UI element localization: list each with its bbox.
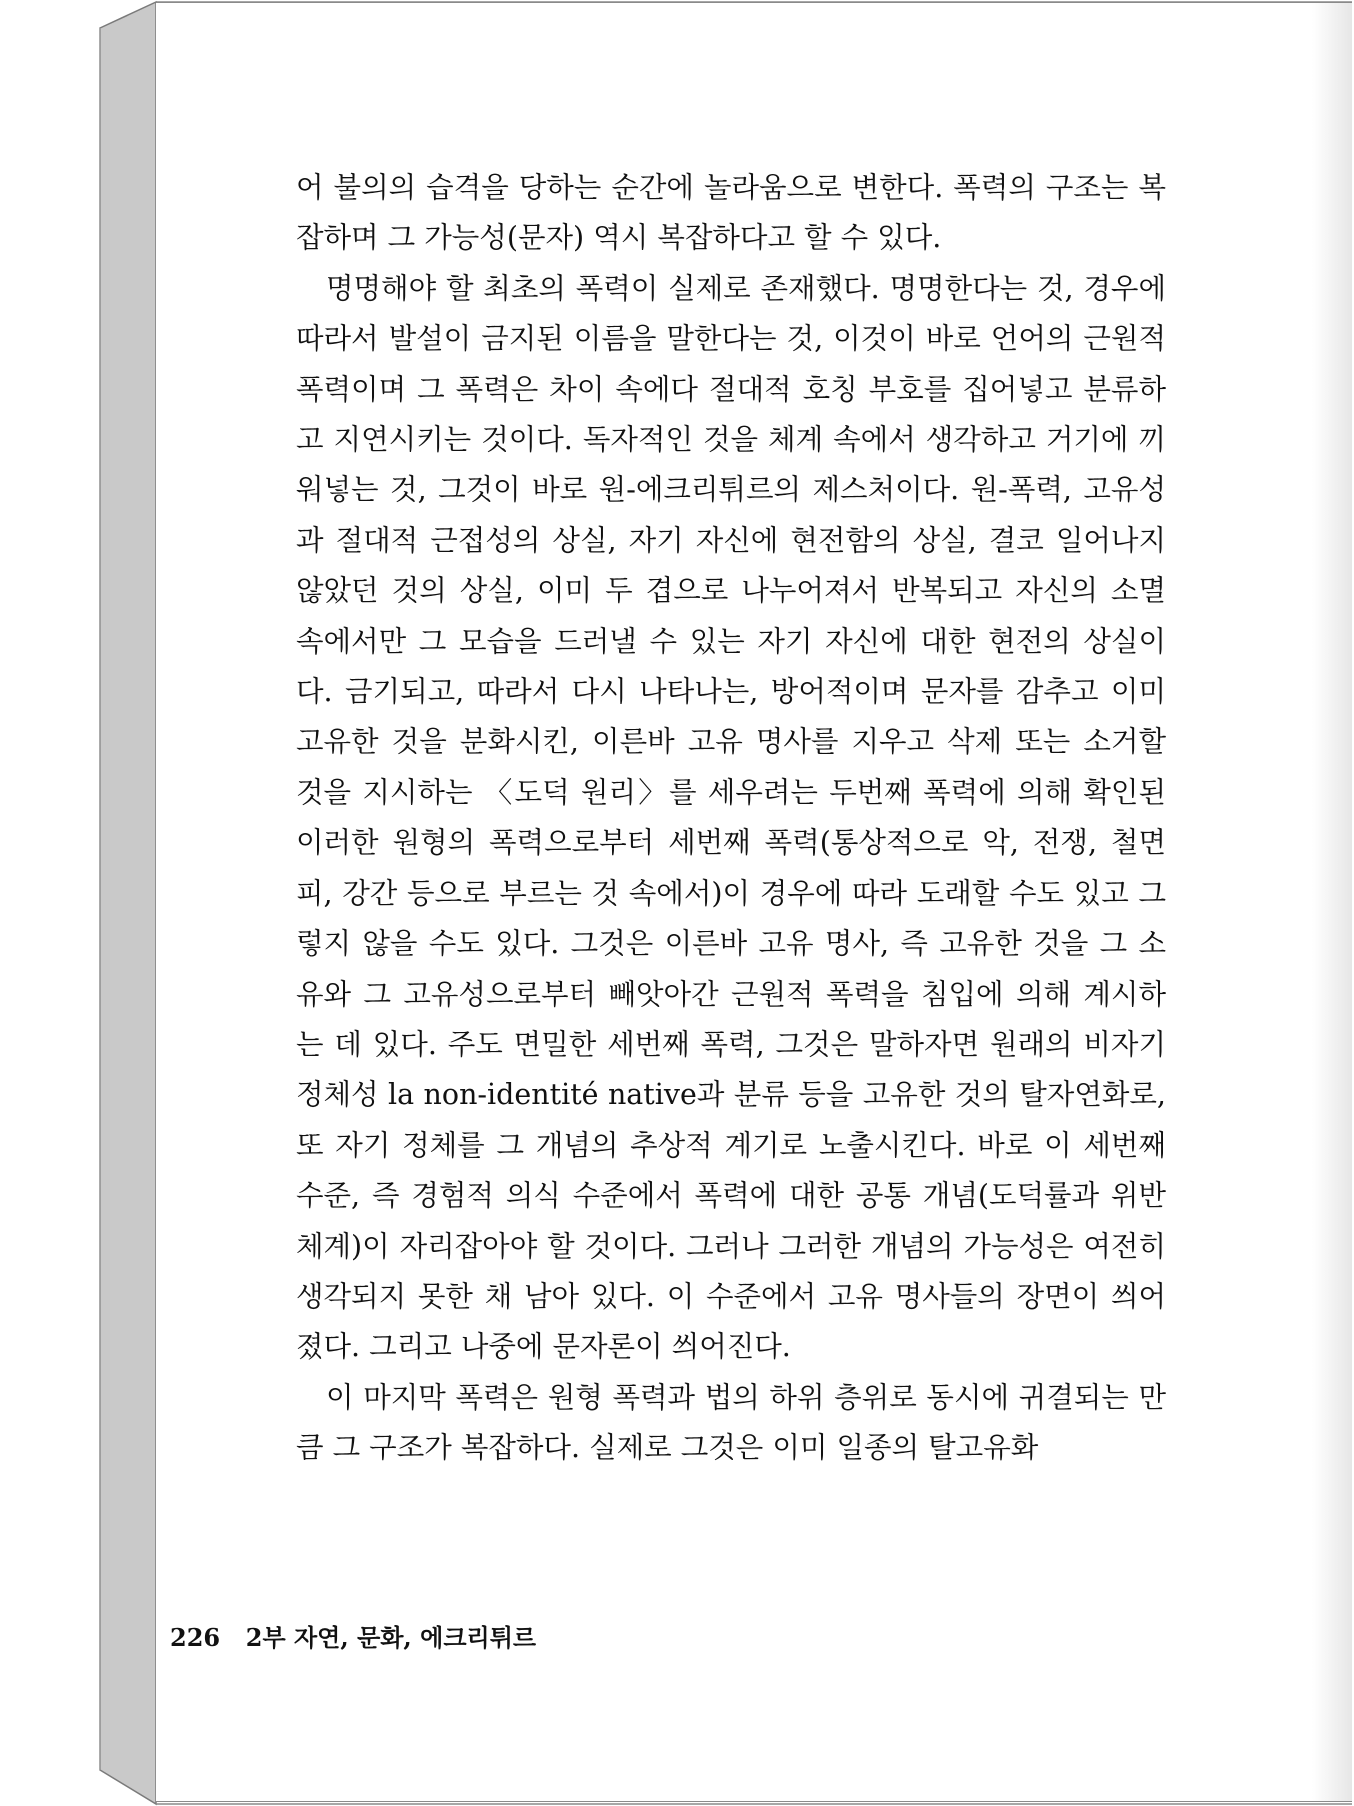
paragraph-1: 어 불의의 습격을 당하는 순간에 놀라움으로 변한다. 폭력의 구조는 복잡하며 그 가능성(문자) 역시 복잡하다고 할 수 있다.	[296, 171, 1166, 255]
page-number: 226	[170, 1623, 221, 1652]
body-text	[296, 163, 1166, 1474]
book-page	[156, 2, 1352, 1802]
paragraph-3: 이 마지막 폭력은 원형 폭력과 법의 하위 층위로 동시에 귀결되는 만큼 그 구조가 복잡하다. 실제로 그것은 이미 일종의 탈고유화	[296, 1380, 1166, 1465]
page-footer	[170, 1618, 536, 1653]
paragraph-2: 명명해야 할 최초의 폭력이 실제로 존재했다. 명명한다는 것, 경우에 따라서 발설이 금지된 이름을 말한다는 것, 이것이 바로 언어의 근원적 폭력이며 그 폭력은 차이 속에다 절대적 호칭 부호를 집어넣고 분류하고 지연시키는 것이다. 독자적인 것을 체계 속에서 생각하고 거기에 끼워넣는 것, 그것이 바로 원-에크리튀르의 제스처이다. 원-폭력, 고유성과 절대적 근접성의 상실, 자기 자신에 현전함의 상실, 결코 일어나지 않았던 것의 상실, 이미 두 겹으로 나누어져서 반복되고 자신의 소멸 속에서만 그 모습을 드러낼 수 있는 자기 자신에 대한 현전의 상실이다. 금기되고, 따라서 다시 나타나는, 방어적이며 문자를 감추고 이미 고유한 것을 분화시킨, 이른바 고유 명사를 지우고 삭제 또는 소거할 것을 지시하는 〈도덕 원리〉를 세우려는 두번째 폭력에 의해 확인된 이러한 원형의 폭력으로부터 세번째 폭력(통상적으로 악, 전쟁, 철면피, 강간 등으로 부르는 것 속에서)이 경우에 따라 도래할 수도 있고 그렇지 않을 수도 있다. 그것은 이른바 고유 명사, 즉 고유한 것을 그 소유와 그 고유성으로부터 빼앗아간 근원적 폭력을 침입에 의해 계시하는 데 있다. 주도 면밀한 세번째 폭력, 그것은 말하자면 원래의 비자기 정체성 la non-identité native과 분류 등을 고유한 것의 탈자연화로, 또 자기 정체를 그 개념의 추상적 계기로 노출시킨다. 바로 이 세번째 수준, 즉 경험적 의식 수준에서 폭력에 대한 공통 개념(도덕률과 위반 체계)이 자리잡아야 할 것이다. 그러나 그러한 개념의 가능성은 여전히 생각되지 못한 채 남아 있다. 이 수준에서 고유 명사들의 장면이 씌어졌다. 그리고 나중에 문자론이 씌어진다.	[296, 271, 1166, 1364]
page-edge-shadow	[1312, 3, 1352, 1801]
running-head: 2부 자연, 문화, 에크리튀르	[245, 1623, 537, 1652]
